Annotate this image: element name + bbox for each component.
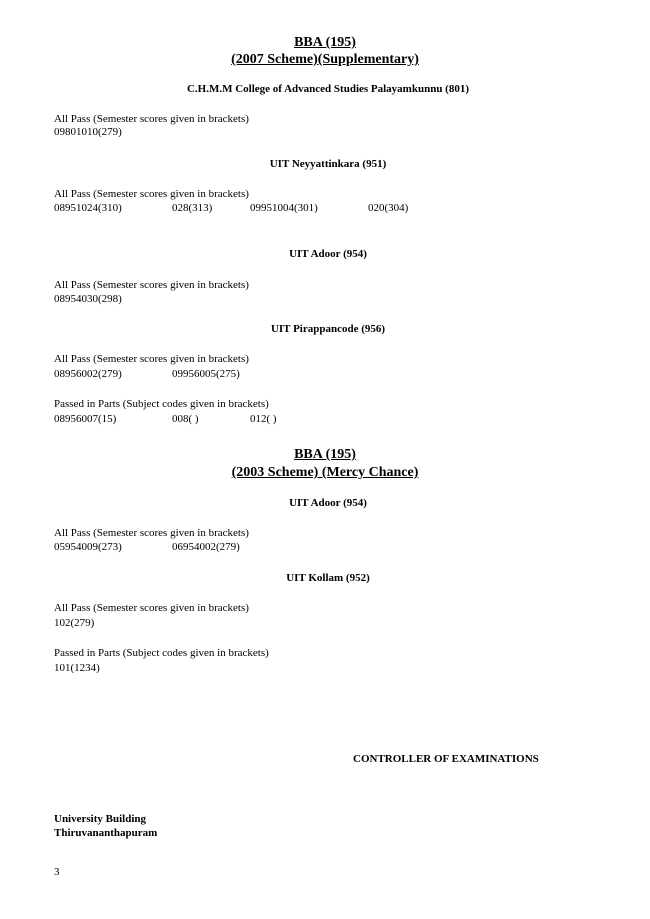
result-category-label: Passed in Parts (Subject codes given in brackets) [54, 398, 269, 410]
result-category-label: Passed in Parts (Subject codes given in brackets) [54, 647, 269, 659]
controller-signature-line: CONTROLLER OF EXAMINATIONS [353, 753, 539, 765]
register-number: 08954030(298) [54, 293, 122, 305]
result-category-label: All Pass (Semester scores given in brackets) [54, 353, 249, 365]
register-number: 102(279) [54, 617, 95, 629]
college-heading: UIT Kollam (952) [286, 572, 370, 584]
section-scheme: (2007 Scheme)(Supplementary) [231, 52, 419, 67]
page-number: 3 [54, 866, 60, 878]
register-number: 028(313) [172, 202, 213, 214]
register-number: 08956007(15) [54, 413, 117, 425]
college-heading: UIT Adoor (954) [289, 248, 367, 260]
register-number: 05954009(273) [54, 541, 122, 553]
address-line: University Building [54, 813, 146, 825]
register-number: 06954002(279) [172, 541, 240, 553]
register-number: 012( ) [250, 413, 277, 425]
register-number: 08951024(310) [54, 202, 122, 214]
college-heading: UIT Neyyattinkara (951) [269, 158, 387, 170]
register-number: 08956002(279) [54, 368, 122, 380]
section-title: BBA (195) [294, 35, 356, 50]
address-line: Thiruvananthapuram [54, 827, 158, 839]
result-category-label: All Pass (Semester scores given in brackets) [54, 113, 249, 125]
college-heading: UIT Pirappancode (956) [270, 323, 386, 335]
register-number: 008( ) [172, 413, 199, 425]
college-heading: UIT Adoor (954) [289, 497, 367, 509]
register-number: 020(304) [368, 202, 409, 214]
section-scheme: (2003 Scheme) (Mercy Chance) [231, 465, 419, 480]
result-category-label: All Pass (Semester scores given in brackets) [54, 188, 249, 200]
college-heading: C.H.M.M College of Advanced Studies Palayamkunnu (801) [186, 83, 470, 95]
result-category-label: All Pass (Semester scores given in brackets) [54, 279, 249, 291]
result-category-label: All Pass (Semester scores given in brackets) [54, 602, 249, 614]
register-number: 09956005(275) [172, 368, 240, 380]
register-number: 09951004(301) [250, 202, 318, 214]
result-category-label: All Pass (Semester scores given in brackets) [54, 527, 249, 539]
register-number: 09801010(279) [54, 126, 122, 138]
register-number: 101(1234) [54, 662, 100, 674]
section-title: BBA (195) [294, 447, 356, 462]
